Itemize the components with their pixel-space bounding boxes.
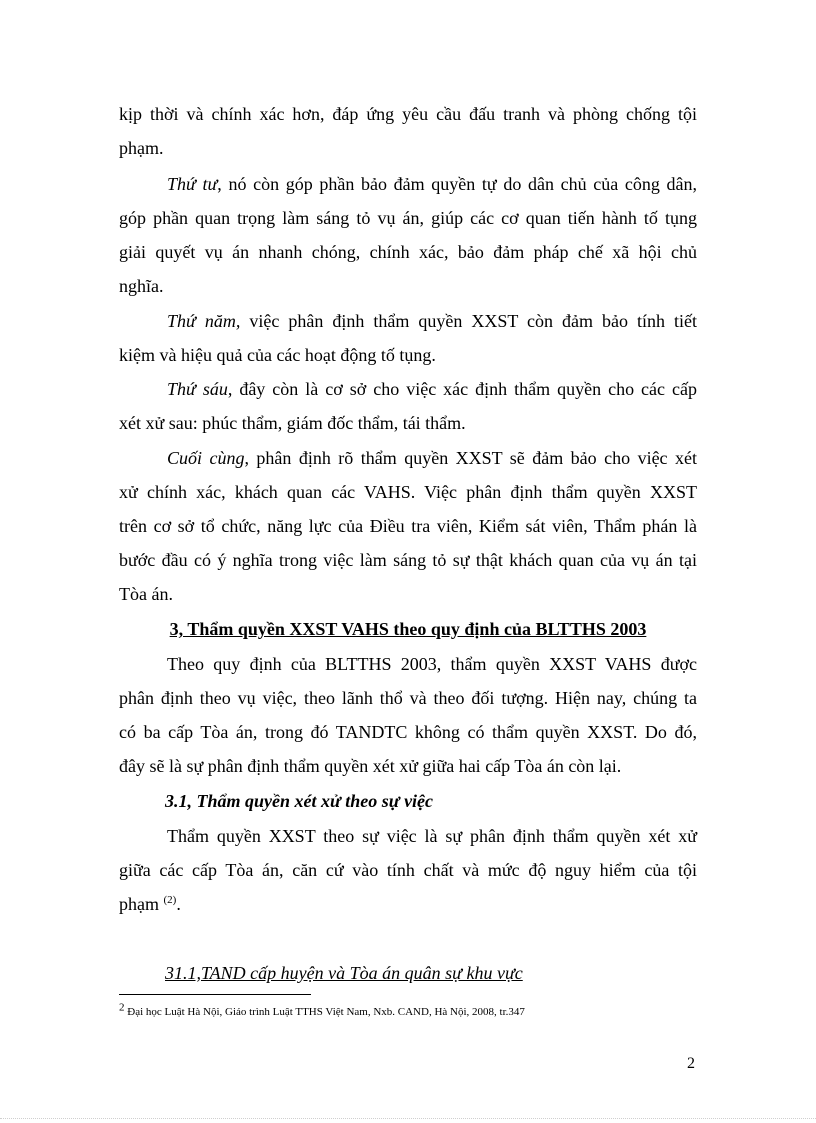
page-number: 2	[687, 1055, 695, 1072]
paragraph-lead: Thứ năm,	[167, 311, 241, 331]
footnote-text: Đại học Luật Hà Nội, Giáo trình Luật TTHS Việt Nam, Nxb. CAND, Hà Nội, 2008, tr.347	[124, 1006, 525, 1018]
text-span: đây sẽ là sự phân định thẩm quyền xét xử giữa hai cấp Tòa án còn lại.	[119, 756, 622, 776]
text-span: giải quyết vụ án nhanh chóng, chính xác, bảo đảm pháp chế xã hội chủ	[119, 242, 697, 262]
body-line	[119, 859, 697, 881]
paragraph-lead: Thứ tư	[167, 174, 218, 194]
text-span: có ba cấp Tòa án, trong đó TANDTC không có thẩm quyền XXST. Do đó,	[119, 722, 697, 742]
paragraph-first-line	[119, 378, 697, 400]
text-span: , đây còn là cơ sở cho việc xác định thẩm quyền cho các cấp	[227, 379, 697, 399]
text-span: xử chính xác, khách quan các VAHS. Việc phân định thẩm quyền XXST	[119, 482, 697, 502]
body-line	[119, 549, 697, 571]
text-span: nghĩa.	[119, 276, 164, 296]
section-heading	[119, 618, 697, 640]
body-line	[119, 103, 697, 125]
subsection-heading-text: 3.1, Thẩm quyền xét xử theo sự việc	[165, 791, 434, 811]
footnote	[119, 1001, 525, 1019]
body-line	[119, 137, 697, 159]
text-span: Tòa án.	[119, 584, 173, 604]
paragraph-first-line	[119, 173, 697, 195]
section-heading-text: 3, Thẩm quyền XXST VAHS theo quy định của BLTTHS 2003	[169, 619, 647, 639]
body-line	[119, 755, 697, 777]
paragraph-first-line	[119, 310, 697, 332]
body-line	[119, 207, 697, 229]
text-span: phạm	[119, 894, 164, 914]
text-span: , phân định rõ thẩm quyền XXST sẽ đảm bảo cho việc xét	[244, 448, 697, 468]
text-span: góp phần quan trọng làm sáng tỏ vụ án, giúp các cơ quan tiến hành tố tụng	[119, 208, 697, 228]
body-line	[119, 721, 697, 743]
body-line	[119, 583, 697, 605]
footnote-reference[interactable]: (2)	[163, 894, 177, 906]
body-line	[119, 481, 697, 503]
paragraph-first-line	[119, 825, 697, 847]
body-line	[119, 344, 697, 366]
subsubsection-heading-text: 31.1,TAND cấp huyện và Tòa án quân sự khu vực	[165, 963, 523, 983]
text-span: xét xử sau: phúc thẩm, giám đốc thẩm, tái thẩm.	[119, 413, 466, 433]
subsection-heading	[165, 790, 695, 812]
body-line	[119, 275, 697, 297]
footnote-mark: 2	[119, 1001, 125, 1014]
page-break-divider	[0, 1118, 816, 1119]
body-line	[119, 515, 697, 537]
footnote-separator	[119, 994, 311, 995]
text-span: giữa các cấp Tòa án, căn cứ vào tính chất và mức độ nguy hiểm của tội	[119, 860, 697, 880]
text-span: kịp thời và chính xác hơn, đáp ứng yêu cầu đấu tranh và phòng chống tội	[119, 104, 697, 124]
body-line	[119, 893, 697, 915]
text-span: kiệm và hiệu quả của các hoạt động tố tụng.	[119, 345, 436, 365]
text-span: Thẩm quyền XXST theo sự việc là sự phân định thẩm quyền xét xử	[167, 826, 697, 846]
text-span: Theo quy định của BLTTHS 2003, thẩm quyền XXST VAHS được	[167, 654, 697, 674]
paragraph-first-line	[119, 653, 697, 675]
text-span: , nó còn góp phần bảo đảm quyền tự do dân chủ của công dân,	[217, 174, 697, 194]
body-line	[119, 241, 697, 263]
text-span: .	[176, 894, 181, 914]
text-span: phân định theo vụ việc, theo lãnh thổ và theo đối tượng. Hiện nay, chúng ta	[119, 688, 697, 708]
text-span: việc phân định thẩm quyền XXST còn đảm bảo tính tiết	[240, 311, 698, 331]
subsubsection-heading	[165, 962, 695, 984]
paragraph-first-line	[119, 447, 697, 469]
text-span: trên cơ sở tổ chức, năng lực của Điều tra viên, Kiểm sát viên, Thẩm phán là	[119, 516, 697, 536]
body-line	[119, 687, 697, 709]
paragraph-lead: Cuối cùng	[167, 448, 245, 468]
text-span: bước đầu có ý nghĩa trong việc làm sáng tỏ sự thật khách quan của vụ án tại	[119, 550, 697, 570]
body-line	[119, 412, 697, 434]
paragraph-lead: Thứ sáu	[167, 379, 228, 399]
text-span: phạm.	[119, 138, 164, 158]
